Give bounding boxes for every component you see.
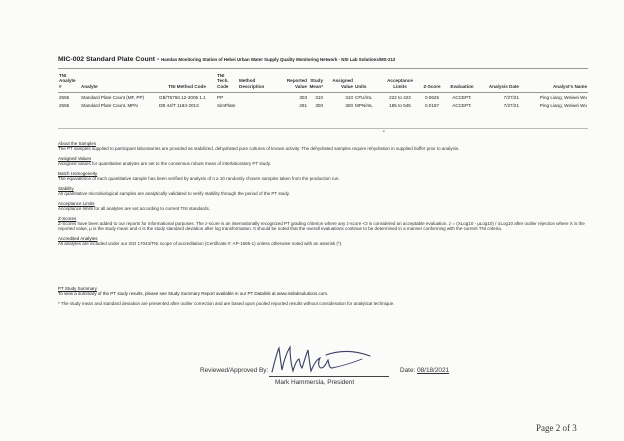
cell-analyte: Standard Plate Count (MF, PP) bbox=[81, 94, 145, 100]
cell-method-description bbox=[238, 92, 276, 101]
cell-assigned-value: 300 bbox=[345, 102, 353, 108]
cell-analyst-name: Ping Liang, Weiwei Wu bbox=[539, 94, 587, 100]
cell-study-mean: 300 bbox=[315, 102, 323, 108]
table-header-row bbox=[58, 73, 588, 92]
note-heading: Acceptance Limits bbox=[58, 201, 95, 206]
note-z-scores bbox=[58, 216, 588, 232]
col-analysis-date: Analysis Date bbox=[480, 73, 520, 92]
note-heading: About the Samples bbox=[58, 141, 97, 146]
note-accredited-analytes bbox=[58, 236, 588, 246]
report-subtitle: Handan Monitoring Station of Hebei Urban Water Supply Quality Monitoring Network - NSI Lab Solutions/MS-212 bbox=[161, 57, 396, 62]
pt-study-summary bbox=[58, 286, 588, 296]
approval-date: 08/18/2021 bbox=[417, 367, 450, 374]
cell-reported-value: 291 bbox=[299, 102, 307, 108]
cell-z-score: 0.0625 bbox=[424, 94, 440, 100]
table-row bbox=[58, 92, 588, 101]
note-body: All quantitative microbiological samples are analytically validated to verify stability through the period of the PT study. bbox=[58, 191, 290, 197]
cell-reported-value: 303 bbox=[299, 94, 307, 100]
reviewed-approved-label: Reviewed/Approved By: bbox=[200, 367, 269, 374]
col-study-mean: Study Mean* bbox=[308, 73, 324, 92]
notes-section bbox=[58, 141, 588, 251]
note-body: Z-Scores have been added to our reports for informational purposes. The z-score is an internationally recognized PT grading criterion where any z-score <3 is considered an acceptable evaluation. z = (XLog10 - μLog10) / σLog10 after outlier rejection where X is the reported value, μ is the study mean and σ is the study standard deviation after log transformation. It should be noted that the overall evaluations continue to be determined in a manner conforming with the current TNI criteria. bbox=[58, 221, 585, 232]
table-row bbox=[58, 101, 588, 109]
report-header bbox=[58, 56, 395, 63]
note-body: The PT samples supplied to participant laboratories are provided as stabilized, dehydrated pure cultures of known activity. The dehydrated samples require rehydration in supplied buffer prior to analysis. bbox=[58, 146, 460, 152]
note-assigned-values bbox=[58, 156, 588, 166]
note-about-samples bbox=[58, 141, 588, 151]
title-separator: - bbox=[155, 56, 162, 63]
cell-evaluation: ACCEPT. bbox=[452, 94, 472, 100]
approval-block bbox=[58, 358, 588, 398]
note-stability bbox=[58, 186, 588, 196]
cell-tni-tech: SimPlate bbox=[217, 102, 236, 108]
cell-units: MPN/mL bbox=[355, 102, 373, 108]
signature-line bbox=[269, 376, 389, 377]
cell-acceptance-limits: 222 to 423 bbox=[389, 94, 411, 100]
col-tni-analyte: TNI Analyte # bbox=[58, 73, 80, 92]
cell-tni-analyte: 2555 bbox=[59, 102, 70, 108]
cell-analyte: Standard Plate Count, MPN bbox=[81, 102, 138, 108]
cell-analysis-date: 7/27/21 bbox=[503, 94, 519, 100]
note-body: Assigned values for quantitative analytes are set to the consensus robust mean of interlaboratory PT study. bbox=[58, 161, 271, 167]
note-body: All analytes are included under our ISO 17043/TNI scope of accreditation (Certificate #: AP-1665-1) unless otherwise noted with an asterisk (*). bbox=[58, 241, 343, 247]
cell-analyst-name: Ping Liang, Weiwei Wu bbox=[539, 102, 587, 108]
cell-analysis-date: 7/27/21 bbox=[503, 102, 519, 108]
col-z-score: Z-Score bbox=[420, 73, 444, 92]
col-analyst-name: Analyst's Name bbox=[520, 73, 588, 92]
note-heading: Accredited Analytes bbox=[58, 236, 98, 242]
date-field bbox=[400, 367, 449, 374]
cell-tni-tech: PP bbox=[217, 94, 224, 100]
handwritten-signature bbox=[266, 342, 376, 378]
cell-tni-analyte: 2555 bbox=[59, 94, 70, 100]
note-heading: Z-Scores bbox=[58, 216, 77, 221]
header-divider bbox=[58, 68, 588, 69]
col-evaluation: Evaluation bbox=[444, 73, 480, 92]
col-analyte: Analyte bbox=[80, 73, 158, 92]
signer-name: Mark Hammersla, President bbox=[275, 379, 355, 386]
summary-body: To view a summary of the PT study results, please see Study Summary Report available in our PT Datalink at www.nsilabsolutions.com. bbox=[58, 291, 329, 297]
note-body: The equivalence of each quantitative sample has been verified by analysis of n ≥ 10 randomly chosen samples taken from the production run. bbox=[58, 176, 340, 182]
cell-evaluation: ACCEPT. bbox=[452, 102, 472, 108]
col-assigned-value: Assigned Value bbox=[324, 73, 354, 92]
col-tni-tech: TNI Tech. Code bbox=[216, 73, 238, 92]
scan-mark: • bbox=[383, 129, 385, 135]
col-reported-value: Reported Value bbox=[276, 73, 308, 92]
results-table bbox=[58, 73, 588, 109]
col-tni-method: TNI Method Code bbox=[158, 73, 216, 92]
cell-units: CFU/mL bbox=[355, 94, 373, 100]
cell-z-score: 0.0187 bbox=[424, 102, 440, 108]
cell-method-description bbox=[238, 101, 276, 109]
col-method-description: Method Description bbox=[238, 73, 276, 92]
date-label: Date: bbox=[400, 367, 416, 374]
report-title: MIC-002 Standard Plate Count bbox=[58, 56, 156, 63]
summary-heading: PT Study Summary bbox=[58, 286, 97, 291]
note-batch-homogeneity bbox=[58, 171, 588, 181]
cell-assigned-value: 310 bbox=[345, 94, 353, 100]
note-acceptance-limits bbox=[58, 201, 588, 211]
cell-tni-method: GB/T5750.12-2006 1.1 bbox=[159, 94, 206, 100]
note-body: Acceptance limits for all analytes are set according to current TNI standards. bbox=[58, 206, 210, 212]
note-heading: Stability bbox=[58, 186, 74, 191]
cell-acceptance-limits: 185 to 545 bbox=[389, 102, 411, 108]
cell-tni-method: DB 44/T 1183-2013 bbox=[159, 102, 199, 108]
col-acceptance-limits: Acceptance Limits bbox=[380, 73, 420, 92]
col-units: Units bbox=[354, 73, 380, 92]
study-mean-footnote: * The study mean and standard deviation are presented after outlier correction and are based upon pooled reported results without consideration for analytical technique. bbox=[58, 301, 395, 306]
note-heading: Batch Homogeneity bbox=[58, 171, 98, 176]
note-heading: Assigned Values bbox=[58, 156, 92, 161]
table-bottom-divider bbox=[58, 128, 588, 129]
cell-study-mean: 310 bbox=[315, 94, 323, 100]
page-number: Page 2 of 3 bbox=[536, 423, 577, 433]
